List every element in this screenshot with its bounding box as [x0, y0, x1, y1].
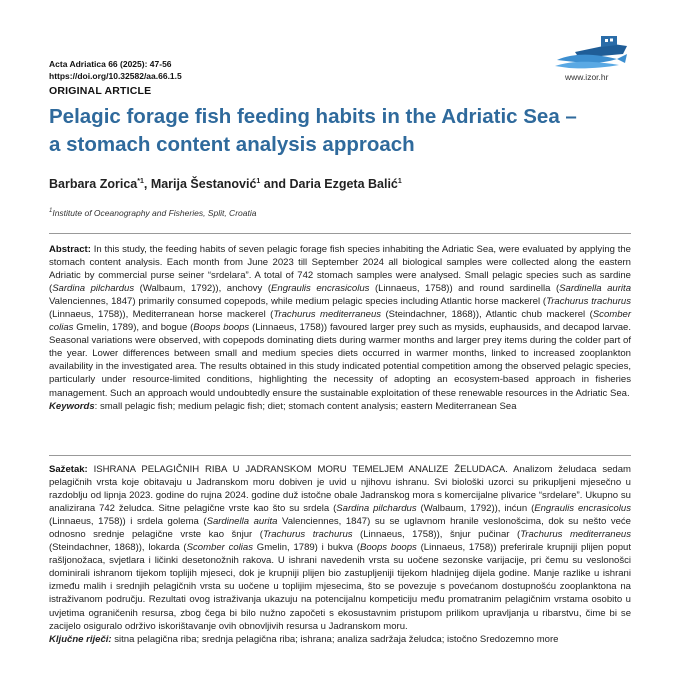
sazetak-label: Sažetak: [49, 464, 88, 475]
species-name: Trachurus trachurus [262, 529, 353, 541]
keywords-list: sitna pelagična riba; srednja pelagična riba; ishrana; analiza sadržaja želudca; istočno Sredozemno more [111, 633, 559, 645]
author-separator: and [260, 177, 290, 191]
author-list [49, 177, 402, 191]
author-mark: 1 [256, 177, 261, 185]
article-title [49, 103, 629, 159]
species-name: Sardina pilchardus [336, 503, 417, 515]
species-name: Sardina pilchardus [52, 283, 135, 295]
sazetak-text: (Linnaeus, 1758)) i srdela golema ( [49, 516, 207, 528]
abstract-text: Valenciennes, 1847) primarily consumed copepods, while medium pelagic species including Atlantic horse mackerel ( [49, 296, 547, 308]
abstract-label: Abstract: [49, 244, 91, 255]
abstract-text: In this study, the feeding habits of seven pelagic forage fish species inhabiting the Adriatic Sea, were evaluated by applying the stomach content analysis. Each month from June 2023 till September 2024 all biological samples were collected along the eastern Adriatic by commercial purse seiner “srdelara”. A total of 742 stomach samples were analysed. Small pelagic species such as sardine ( [49, 244, 631, 295]
sazetak-text: ISHRANA PELAGIČNIH RIBA U JADRANSKOM MORU TEMELJEM ANALIZE ŽELUDACA. Analizom želudaca sedam pelagičnih vrsta koje obitavaju u Jadranskom moru dobiven je uvid u njihovu ishranu. Svi biološki uzorci su prikupljeni mjesečno u razdoblju od lipnja 2023. godine do rujna 2024. godine duž istočne obale Jadranskog mora s komercijalne plivarice “srdelare”. Ukupno su analizirana 742 želudca. Sitne pelagične vrste kao što su srdela ( [49, 464, 631, 515]
author-mark: *1 [137, 177, 144, 185]
title-line-2: a stomach content analysis approach [49, 133, 415, 156]
abstract-text: (Linnaeus, 1758)), Mediterranean horse mackerel ( [49, 309, 274, 321]
species-name: Trachurus mediterraneus [520, 529, 632, 541]
abstract-text: (Linnaeus, 1758)) favoured larger prey such as mysids, euphausids, and decapod larvae. Seasonal variations were observed, with copepods dominating diets during warmer months and larger prey items during the colder part of the year. Lower differences between small and medium species diets occurred in warmer months, linked to increased zooplankton availability in the investigated area. The results obtained in this study indicated potential competition among the observed pelagic species, particularly under resource-limited conditions, highlighting the necessity of adopting an ecosystem-based approach in fisheries management. Such an approach would undoubtedly ensure the sustainable exploitation of these renewable resources in the Adriatic Sea. [49, 322, 631, 399]
affiliation-text: Institute of Oceanography and Fisheries, Split, Croatia [52, 208, 257, 218]
journal-header [49, 58, 182, 82]
sazetak-text: (Linnaeus, 1758)) preferirale krupniji plijen poput rašljonožaca, svjetlara i ličinki desetonožnih rakova. U ishrani navedenih vrsta su uočene sezonske varijacije, pri čemu su veslonošci dominirali ishranom tijekom toplijih mjeseci, dok je krupniji plijen bio zastupljeniji tijekom hladnijeg dijela godine. Manje razlike u ishrani između malih i srednjih pelagičnih vrsta su uočene u toplijim mjesecima, što se povezuje s povećanom dostupnošću zooplanktona na istraživanom području. Rezultati ovog istraživanja ukazuju na potencijalnu kompeticiju među promatranim pelagičnim vrstama osobito u uvjetima ograničenih resursa, zbog čega bi bilo nužno započeti s ekosustavnim pristupom prilikom upravljanja u ribarstvu, čime bi se zacijelo osiguralo održivo iskorištavanje ovih obnovljivih resursa u Jadranskom moru. [49, 542, 632, 632]
divider [49, 455, 631, 456]
journal-citation: Acta Adriatica 66 (2025): 47-56 [49, 59, 172, 69]
keywords-label: Ključne riječi: [49, 633, 112, 645]
affiliation [49, 208, 256, 218]
species-name: Sardinella aurita [559, 283, 632, 295]
species-name: Boops boops [359, 542, 417, 554]
sazetak-block [49, 463, 631, 646]
sazetak-text: Gmelin, 1789) i bukva ( [253, 542, 360, 554]
divider [49, 233, 631, 234]
abstract-block [49, 243, 631, 413]
affiliation-mark: 1 [49, 208, 53, 215]
article-type: ORIGINAL ARTICLE [49, 85, 152, 97]
website-link[interactable]: www.izor.hr [565, 72, 609, 82]
author-name[interactable]: Marija Šestanović [150, 177, 257, 191]
sazetak-text: (Steindachner, 1868)), lokarda ( [49, 542, 187, 554]
doi-link[interactable]: https://doi.org/10.32582/aa.66.1.5 [49, 71, 182, 81]
sazetak-text: (Linnaeus, 1758)), šnjur pučinar ( [352, 529, 521, 541]
sazetak-text: Valenciennes, 1847) su se uglavnom hranile veslonošcima, dok su nešto veće odnosno srednje pelagične vrste kao šnjur ( [49, 516, 631, 541]
abstract-text: (Steindachner, 1868)), Atlantic chub mackerel ( [381, 309, 593, 321]
species-name: Sardinella aurita [206, 516, 278, 528]
author-name[interactable]: Barbara Zorica [49, 177, 138, 191]
keywords-list: : small pelagic fish; medium pelagic fish; diet; stomach content analysis; eastern Mediterranean Sea [94, 400, 517, 412]
keywords-label: Keywords [49, 400, 95, 412]
species-name: Trachurus trachurus [546, 296, 631, 308]
species-name: Trachurus mediterraneus [273, 309, 382, 321]
author-mark: 1 [397, 177, 402, 185]
abstract-text: (Walbaum, 1792)), anchovy ( [134, 283, 272, 295]
abstract-text: Gmelin, 1789), and bogue ( [73, 322, 194, 334]
title-line-1: Pelagic forage fish feeding habits in the Adriatic Sea – [49, 105, 577, 128]
author-separator: , [143, 177, 151, 191]
species-name: Engraulis encrasicolus [271, 283, 370, 295]
author-name[interactable]: Daria Ezgeta Balić [289, 177, 398, 191]
species-name: Scomber colias [186, 542, 254, 554]
species-name: Boops boops [193, 322, 250, 334]
species-name: Scomber colias [49, 309, 631, 334]
species-name: Engraulis encrasicolus [534, 503, 632, 515]
abstract-text: (Linnaeus, 1758)) and round sardinella ( [369, 283, 560, 295]
sazetak-text: (Walbaum, 1792)), inćun ( [416, 503, 535, 515]
